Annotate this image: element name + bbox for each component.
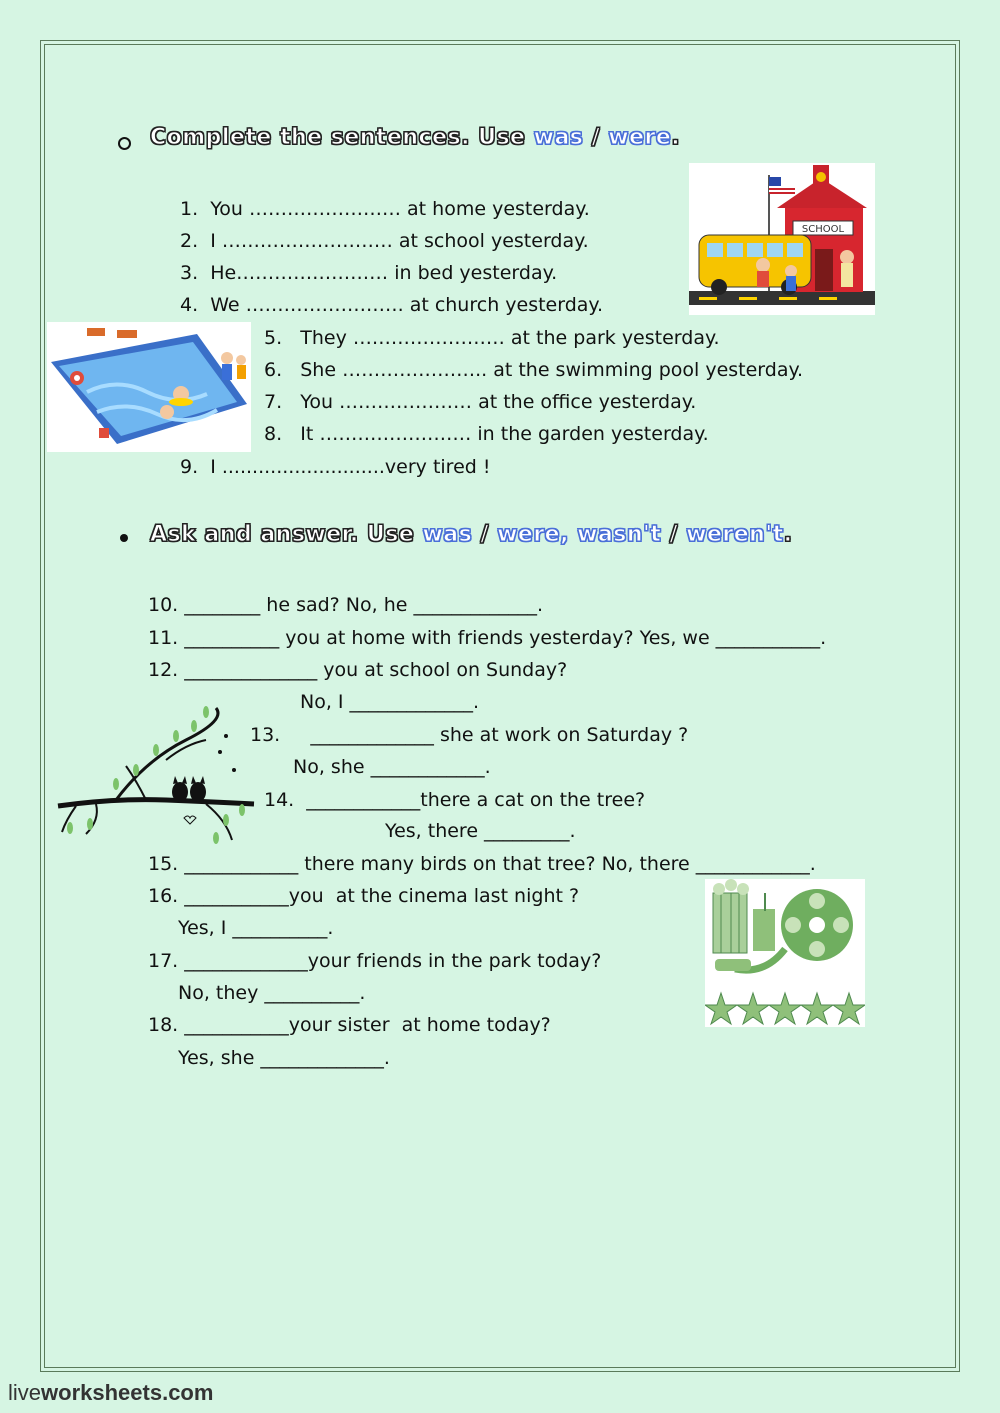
exercise-item-11: 11. __________ you at home with friends yesterday? Yes, we ___________. bbox=[148, 627, 827, 649]
keyword-was: was bbox=[533, 125, 584, 150]
keyword-were: were bbox=[608, 125, 672, 150]
exercise-item-7: 7. You ………………… at the office yesterday. bbox=[264, 391, 697, 413]
exercise-answer-16: Yes, I __________. bbox=[178, 917, 334, 939]
footer-text-bold: worksheets bbox=[41, 1380, 163, 1405]
school-sign-text: SCHOOL bbox=[801, 224, 845, 235]
keyword-werent: weren't bbox=[686, 522, 784, 547]
heading-period: . bbox=[783, 522, 793, 547]
liveworksheets-logo[interactable] bbox=[8, 1380, 213, 1406]
exercise-item-12: 12. ______________ you at school on Sunday? bbox=[148, 659, 568, 681]
heading-separator: / bbox=[472, 522, 498, 547]
exercise-item-16: 16. ___________you at the cinema last night ? bbox=[148, 885, 580, 907]
keyword-were: were, bbox=[497, 522, 569, 547]
exercise-answer-17: No, they __________. bbox=[178, 982, 366, 1004]
exercise-item-6: 6. She ………………….. at the swimming pool yesterday. bbox=[264, 359, 804, 381]
exercise-answer-18: Yes, she _____________. bbox=[178, 1047, 390, 1069]
school-bus-illustration bbox=[689, 163, 875, 315]
exercise-item-9: 9. I ...........................very tired ! bbox=[180, 456, 491, 478]
exercise-item-3: 3. He…………………… in bed yesterday. bbox=[180, 262, 558, 284]
keyword-wasnt: wasn't bbox=[568, 522, 662, 547]
exercise-item-1: 1. You …………………… at home yesterday. bbox=[180, 198, 590, 220]
footer-text-light: live bbox=[8, 1380, 42, 1405]
heading-text: Ask and answer. Use bbox=[150, 522, 423, 547]
exercise-item-5: 5. They …………………… at the park yesterday. bbox=[264, 327, 720, 349]
heading-text: Complete the sentences. Use bbox=[150, 125, 534, 150]
swimming-pool-illustration bbox=[47, 322, 251, 452]
heading-separator: / bbox=[661, 522, 687, 547]
exercise-answer-12: No, I _____________. bbox=[300, 691, 480, 713]
section1-heading bbox=[150, 125, 680, 150]
exercise-item-4: 4. We ……………………. at church yesterday. bbox=[180, 294, 604, 316]
tree-branch-cats-illustration bbox=[56, 700, 256, 850]
heading-period: . bbox=[671, 125, 681, 150]
cinema-illustration bbox=[705, 879, 865, 1027]
section2-heading bbox=[150, 522, 792, 547]
footer-text-suffix: .com bbox=[162, 1380, 214, 1405]
keyword-was: was bbox=[422, 522, 473, 547]
exercise-answer-14: Yes, there _________. bbox=[385, 820, 576, 842]
exercise-item-13: 13. _____________ she at work on Saturday ? bbox=[250, 724, 689, 746]
bullet-icon bbox=[118, 137, 131, 150]
exercise-item-8: 8. It …………………… in the garden yesterday. bbox=[264, 423, 709, 445]
heading-separator: / bbox=[583, 125, 609, 150]
exercise-item-2: 2. I ……………………… at school yesterday. bbox=[180, 230, 589, 252]
exercise-item-15: 15. ____________ there many birds on that tree? No, there ____________. bbox=[148, 853, 816, 875]
exercise-item-10: 10. ________ he sad? No, he _____________. bbox=[148, 594, 544, 616]
exercise-item-18: 18. ___________your sister at home today? bbox=[148, 1014, 551, 1036]
exercise-answer-13: No, she ____________. bbox=[293, 756, 491, 778]
exercise-item-14: 14. ____________there a cat on the tree? bbox=[264, 789, 646, 811]
bullet-icon bbox=[120, 534, 128, 542]
exercise-item-17: 17. _____________your friends in the park today? bbox=[148, 950, 602, 972]
